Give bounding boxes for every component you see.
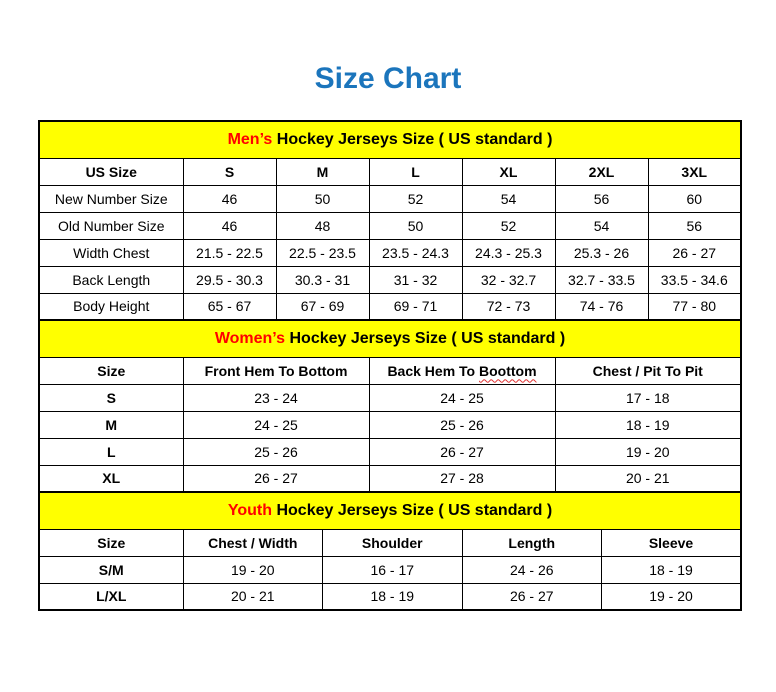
table-cell: 48 [276, 212, 369, 239]
table-row [39, 185, 741, 212]
table-cell: 24.3 - 25.3 [462, 239, 555, 266]
table-cell: 25 - 26 [369, 411, 555, 438]
table-cell: 33.5 - 34.6 [648, 266, 741, 293]
womens-section-band [39, 320, 741, 357]
column-header: 3XL [648, 158, 741, 185]
table-cell: 18 - 19 [323, 583, 463, 610]
table-cell: 18 - 19 [555, 411, 741, 438]
row-label: M [39, 411, 183, 438]
table-row [39, 465, 741, 492]
table-cell: 23 - 24 [183, 384, 369, 411]
table-cell: 46 [183, 212, 276, 239]
youth-size-table [38, 491, 742, 611]
table-cell: 24 - 25 [183, 411, 369, 438]
row-label: XL [39, 465, 183, 492]
table-cell: 23.5 - 24.3 [369, 239, 462, 266]
table-cell: 69 - 71 [369, 293, 462, 320]
table-cell: 20 - 21 [183, 583, 323, 610]
size-tables-container [38, 120, 740, 611]
column-header: S [183, 158, 276, 185]
table-cell: 50 [276, 185, 369, 212]
table-cell: 25 - 26 [183, 438, 369, 465]
table-row [39, 384, 741, 411]
table-cell: 26 - 27 [369, 438, 555, 465]
table-cell: 19 - 20 [183, 556, 323, 583]
table-cell: 31 - 32 [369, 266, 462, 293]
table-cell: 24 - 26 [462, 556, 602, 583]
table-cell: 17 - 18 [555, 384, 741, 411]
table-cell: 25.3 - 26 [555, 239, 648, 266]
table-cell: 24 - 25 [369, 384, 555, 411]
table-cell: 54 [555, 212, 648, 239]
table-cell: 20 - 21 [555, 465, 741, 492]
column-header: Front Hem To Bottom [183, 357, 369, 384]
misspelled-word: Boottom [479, 362, 537, 379]
table-cell: 26 - 27 [462, 583, 602, 610]
table-cell: 32 - 32.7 [462, 266, 555, 293]
row-label: Width Chest [39, 239, 183, 266]
mens-section-title-rest: Hockey Jerseys Size ( US standard ) [276, 130, 553, 148]
table-cell: 52 [462, 212, 555, 239]
column-header: Chest / Width [183, 529, 323, 556]
table-cell: 27 - 28 [369, 465, 555, 492]
table-cell: 22.5 - 23.5 [276, 239, 369, 266]
table-row [39, 212, 741, 239]
row-label: S/M [39, 556, 183, 583]
table-cell: 60 [648, 185, 741, 212]
table-cell: 56 [555, 185, 648, 212]
column-header [369, 357, 555, 384]
table-cell: 19 - 20 [555, 438, 741, 465]
table-row [39, 411, 741, 438]
youth-section-band [39, 492, 741, 529]
table-cell: 29.5 - 30.3 [183, 266, 276, 293]
table-cell: 72 - 73 [462, 293, 555, 320]
mens-size-table [38, 120, 742, 321]
table-cell: 21.5 - 22.5 [183, 239, 276, 266]
table-cell: 67 - 69 [276, 293, 369, 320]
column-header: Length [462, 529, 602, 556]
womens-section-title-rest: Hockey Jerseys Size ( US standard ) [289, 329, 566, 347]
column-header: Chest / Pit To Pit [555, 357, 741, 384]
table-cell: 77 - 80 [648, 293, 741, 320]
table-cell: 16 - 17 [323, 556, 463, 583]
column-header: Size [39, 529, 183, 556]
row-label: L/XL [39, 583, 183, 610]
youth-section-title-rest: Hockey Jerseys Size ( US standard ) [276, 501, 553, 519]
column-header: M [276, 158, 369, 185]
table-cell: 65 - 67 [183, 293, 276, 320]
mens-section-title-accent: Men’s [227, 130, 273, 148]
column-header: US Size [39, 158, 183, 185]
page-title: Size Chart [314, 62, 462, 95]
table-cell: 19 - 20 [602, 583, 742, 610]
womens-column-header-row [39, 357, 741, 384]
row-label: S [39, 384, 183, 411]
womens-section-title [39, 320, 741, 357]
womens-size-table [38, 319, 742, 493]
row-label: Old Number Size [39, 212, 183, 239]
table-cell: 18 - 19 [602, 556, 742, 583]
row-label: Body Height [39, 293, 183, 320]
column-header: Shoulder [323, 529, 463, 556]
column-header: XL [462, 158, 555, 185]
womens-section-title-accent: Women’s [214, 329, 286, 347]
table-cell: 54 [462, 185, 555, 212]
column-header: L [369, 158, 462, 185]
table-cell: 50 [369, 212, 462, 239]
table-cell: 26 - 27 [648, 239, 741, 266]
mens-section-band [39, 121, 741, 158]
row-label: L [39, 438, 183, 465]
column-header: 2XL [555, 158, 648, 185]
table-cell: 56 [648, 212, 741, 239]
table-cell: 74 - 76 [555, 293, 648, 320]
table-cell: 26 - 27 [183, 465, 369, 492]
table-cell: 30.3 - 31 [276, 266, 369, 293]
youth-section-title-accent: Youth [227, 501, 273, 519]
table-row [39, 583, 741, 610]
table-cell: 46 [183, 185, 276, 212]
table-row [39, 556, 741, 583]
row-label: New Number Size [39, 185, 183, 212]
table-cell: 52 [369, 185, 462, 212]
table-row [39, 438, 741, 465]
table-row [39, 266, 741, 293]
mens-section-title [39, 121, 741, 158]
column-header: Size [39, 357, 183, 384]
row-label: Back Length [39, 266, 183, 293]
table-row [39, 293, 741, 320]
table-row [39, 239, 741, 266]
column-header: Sleeve [602, 529, 742, 556]
table-cell: 32.7 - 33.5 [555, 266, 648, 293]
mens-column-header-row [39, 158, 741, 185]
youth-column-header-row [39, 529, 741, 556]
youth-section-title [39, 492, 741, 529]
column-header-text: Back Hem To [387, 362, 476, 379]
